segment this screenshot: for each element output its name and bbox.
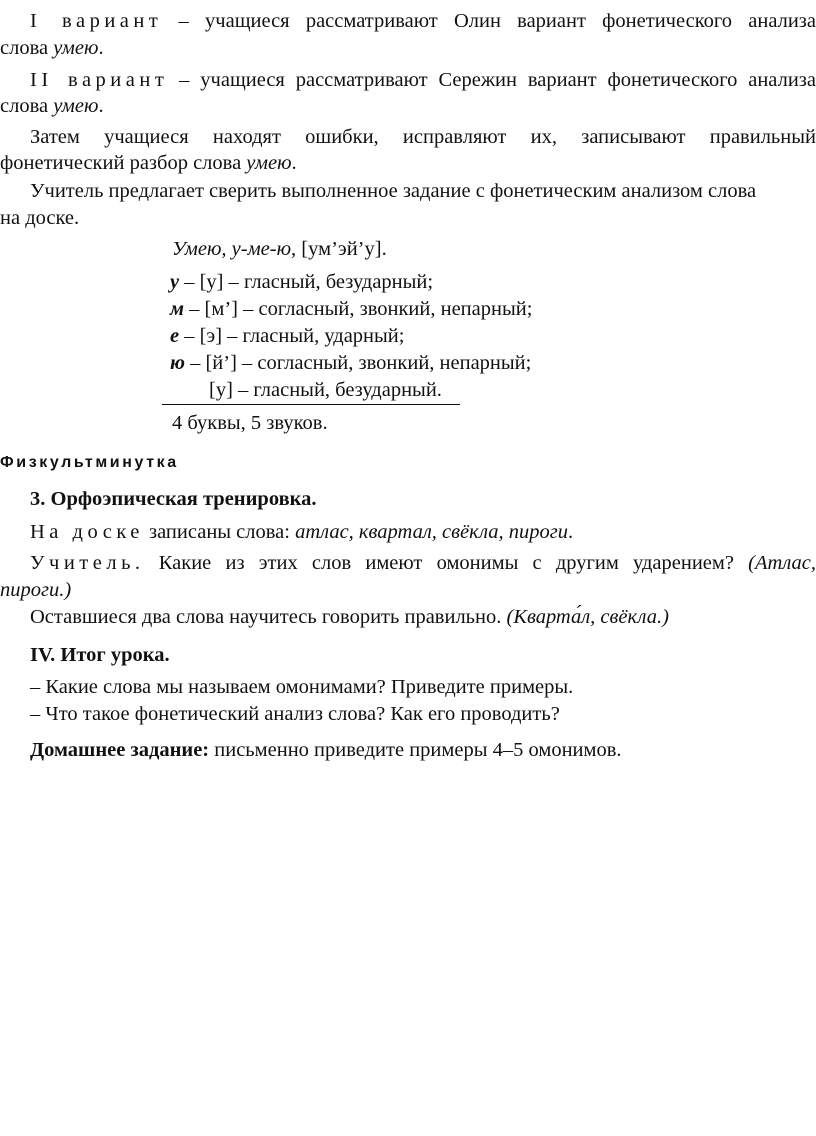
variant-2-cont: слова умею. xyxy=(0,95,104,117)
analysis-row: [у] – гласный, безударный. xyxy=(209,379,442,401)
variant-1-label: I вариант xyxy=(30,10,163,32)
variant-1-word: умею xyxy=(53,37,99,59)
variant-1-line xyxy=(30,11,816,32)
homework-line: Домашнее задание: письменно приведите примеры 4–5 омонимов. xyxy=(30,739,622,761)
variant-2-word: умею xyxy=(53,95,99,117)
teacher-answer-2: пироги.) xyxy=(0,579,72,601)
analysis-header-word: Умею, у-ме-ю xyxy=(172,238,292,260)
analysis-row: е – [э] – гласный, ударный; xyxy=(170,325,405,347)
analysis-letter: ю xyxy=(170,352,185,374)
variant-2-text: – учащиеся рассматривают Сережин вариант фонетического анализа xyxy=(168,69,816,91)
board-line: На доске записаны слова: атлас, квартал, свёкла, пироги. xyxy=(30,521,574,543)
analysis-letter: м xyxy=(170,298,185,320)
variant-2-line xyxy=(30,70,816,91)
teacher-question-line: Учитель. Какие из этих слов имеют омонимы с другим ударением? (Атлас, xyxy=(30,552,816,574)
analysis-row: у – [у] – гласный, безударный; xyxy=(170,271,434,293)
summary-question-2: – Что такое фонетический анализ слова? Как его проводить? xyxy=(30,703,560,725)
teacher-check-line-2: на доске. xyxy=(0,207,80,229)
board-words: атлас, квартал, свёкла, пироги xyxy=(295,521,569,543)
section-4-title: IV. Итог урока. xyxy=(30,644,170,666)
homework-label: Домашнее задание: xyxy=(30,739,210,761)
analysis-divider xyxy=(162,404,460,405)
analysis-letter: у xyxy=(170,271,180,293)
analysis-row: м – [м’] – согласный, звонкий, непарный; xyxy=(170,298,533,320)
board-label: На доске xyxy=(30,521,144,543)
summary-question-1: – Какие слова мы называем омонимами? Приведите примеры. xyxy=(30,676,574,698)
correction-line-1: Затем учащиеся находят ошибки, исправляют их, записывают правильный xyxy=(30,126,816,148)
fizkult-heading: Физкультминутка xyxy=(0,454,179,471)
analysis-header: Умею, у-ме-ю, [ум’эй’у]. xyxy=(172,238,387,260)
variant-1-cont: слова умею. xyxy=(0,37,104,59)
variant-1-text: – учащиеся рассматривают Олин вариант фонетического анализа xyxy=(162,10,816,32)
teacher-label: Учитель. xyxy=(30,552,145,574)
teacher-check-line-1: Учитель предлагает сверить выполненное задание с фонетическим анализом слова xyxy=(30,180,757,202)
correction-line-2: фонетический разбор слова умею. xyxy=(0,152,297,174)
analysis-row: ю – [й’] – согласный, звонкий, непарный; xyxy=(170,352,532,374)
variant-2-label: II вариант xyxy=(30,69,169,91)
remaining-answer: (Кварта́л, свёкла.) xyxy=(506,606,669,628)
remaining-line: Оставшиеся два слова научитесь говорить правильно. (Кварта́л, свёкла.) xyxy=(30,606,669,628)
section-3-title: 3. Орфоэпическая тренировка. xyxy=(30,488,317,510)
teacher-answer-1: (Атлас, xyxy=(748,552,816,574)
analysis-summary: 4 буквы, 5 звуков. xyxy=(172,412,328,434)
analysis-letter: е xyxy=(170,325,180,347)
correction-word: умею xyxy=(246,152,292,174)
